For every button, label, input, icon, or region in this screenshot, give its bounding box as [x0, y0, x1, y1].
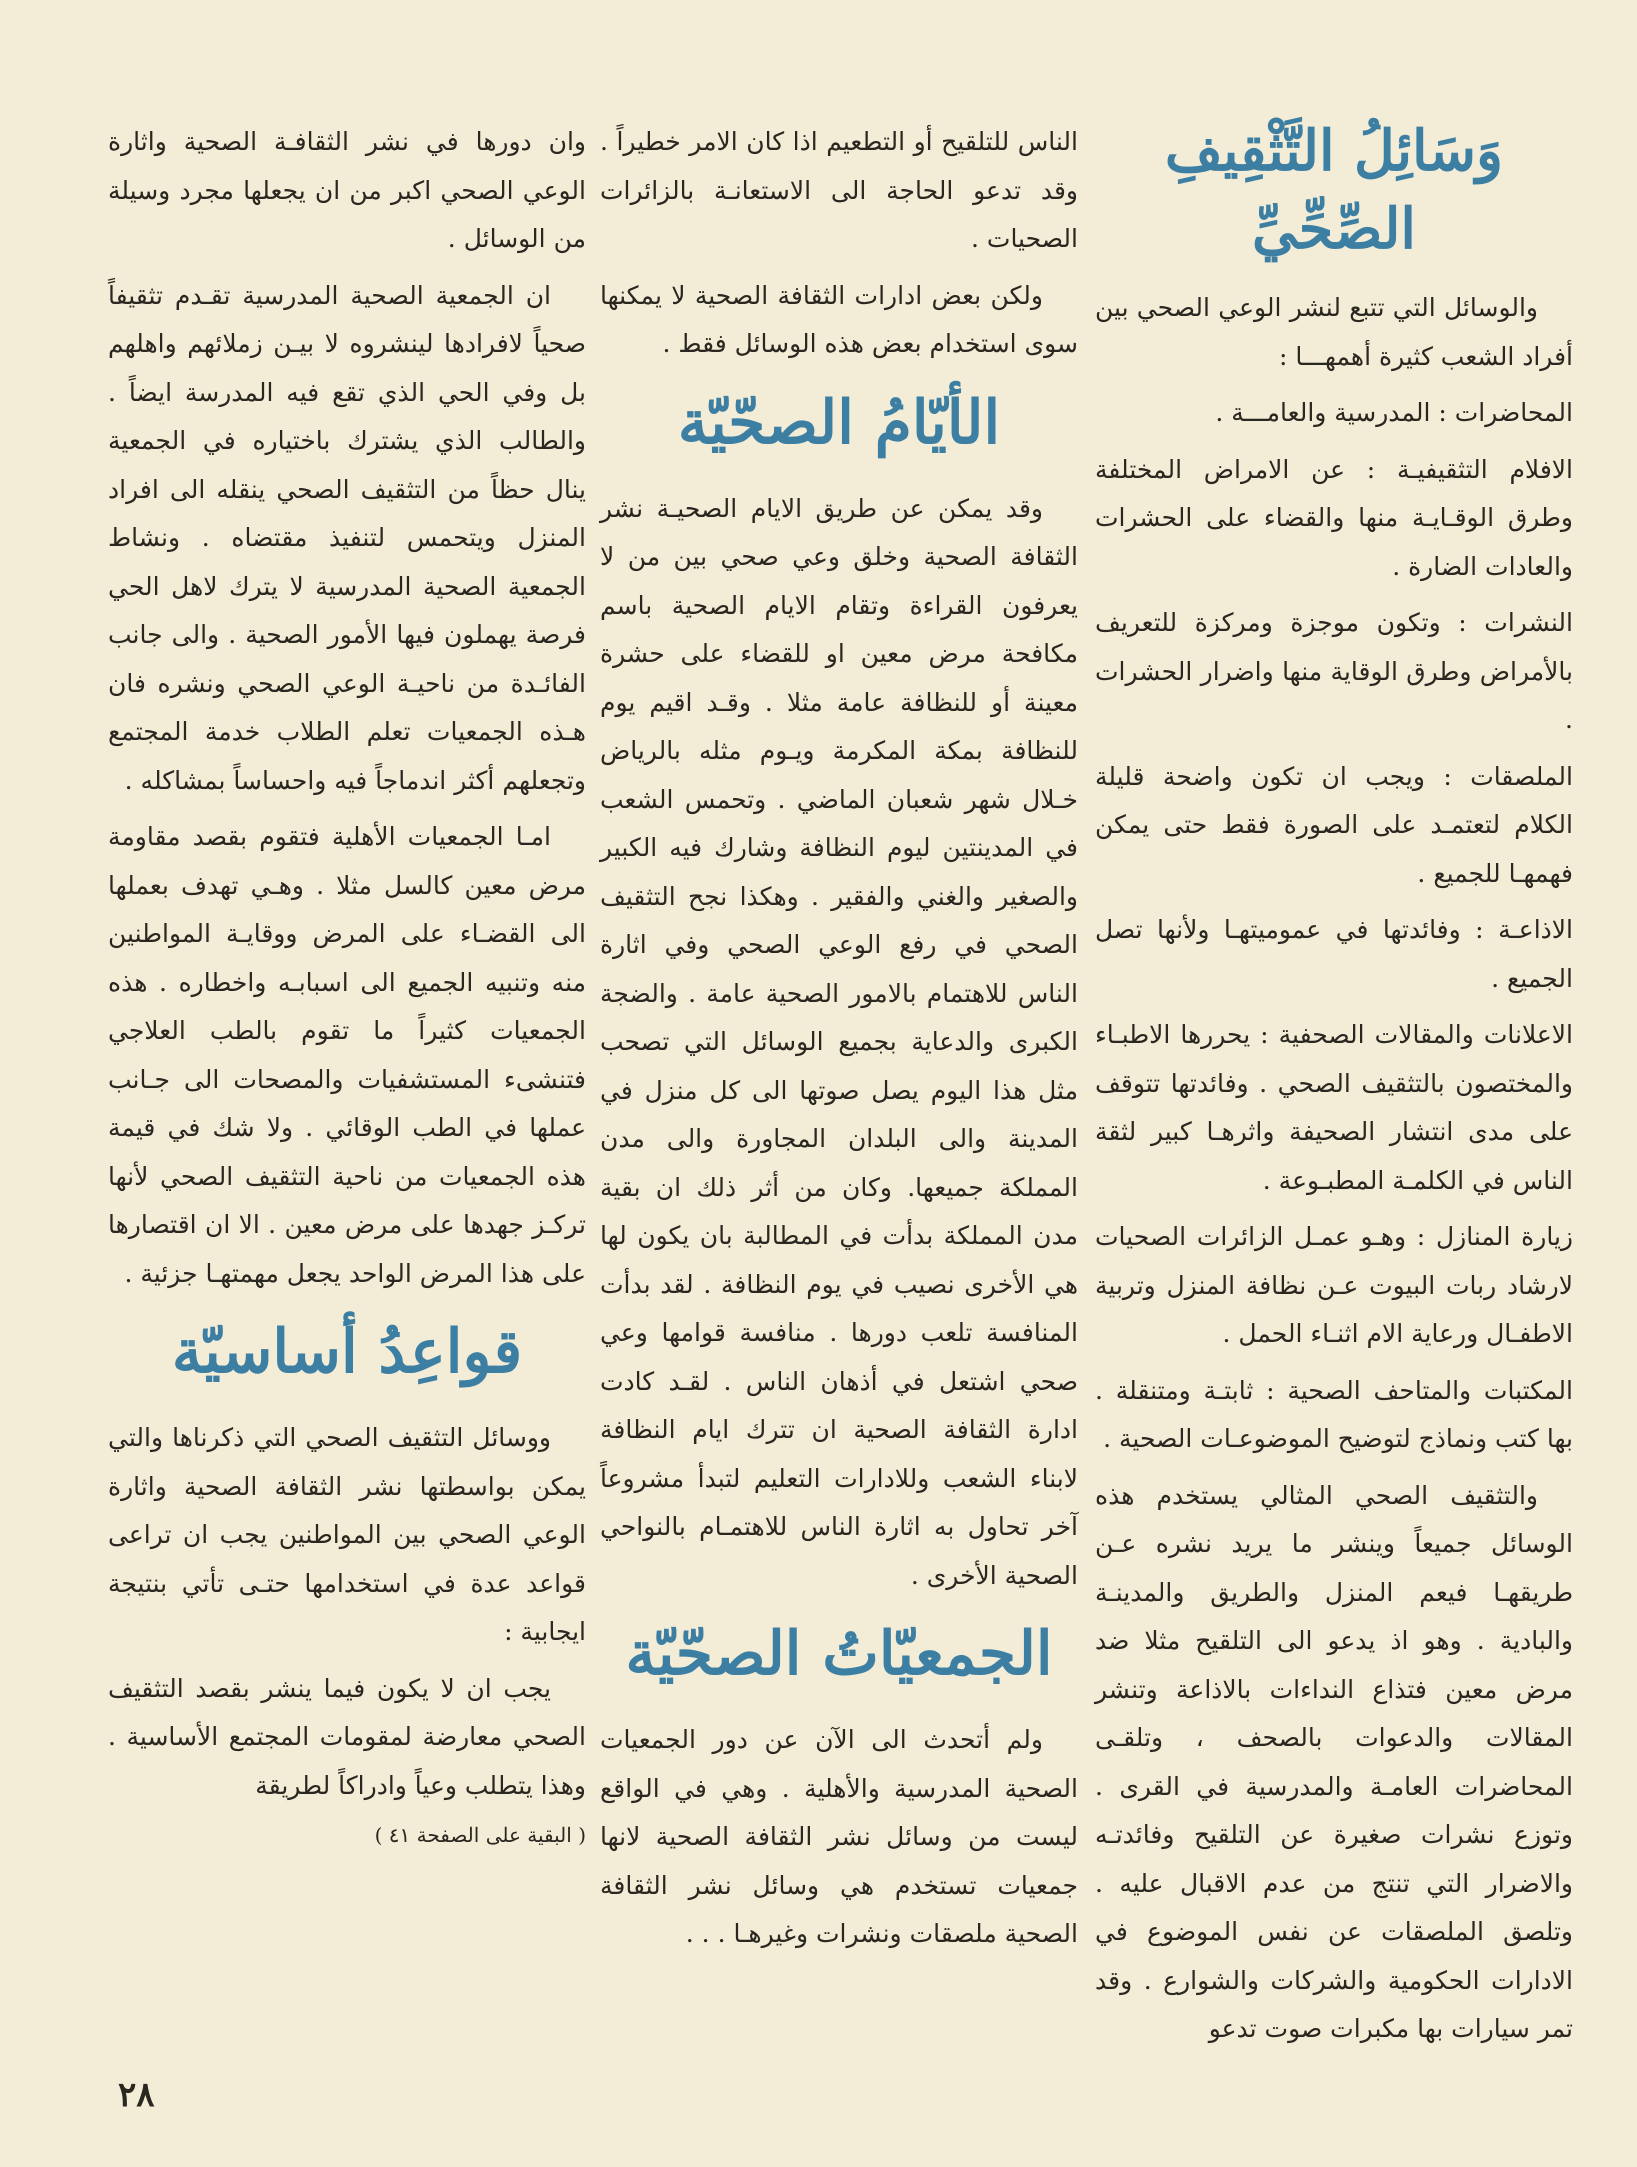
paragraph: والوسائل التي تتبع لنشر الوعي الصحي بين أفراد الشعب كثيرة أهمهـــا : — [1095, 293, 1573, 371]
paragraph: والتثقيف الصحي المثالي يستخدم هذه الوسائل جميعاً وينشر ما يريد نشره عـن طريقهـا فيعم المنزل والطريق والمدينـة والبادية . وهو اذ يدعو الى التلقيح مثلا ضد مرض معين فتذاع النداءات بالاذاعة وتنشر المقالات والدعوات بالصحف ، وتلقـى المحاضرات العامـة والمدرسية في القرى . وتوزع نشرات صغيرة عن التلقيح وفائدتـه والاضرار التي تنتج من عدم الاقبال عليه . وتلصق الملصقات عن نفس الموضوع في الادارات الحكومية والشركات والشوارع . وقد تمر سيارات بها مكبرات صوت تدعو — [1095, 1480, 1573, 2043]
continuation-note: ( البقية على الصفحة ٤١ ) — [374, 1823, 586, 1847]
page-number: ٢٨ — [118, 2075, 155, 2115]
paragraph: ان الجمعية الصحية المدرسية تقـدم تثقيفاً صحياً لافرادها لينشروه لا بيـن زملائهم واهلهم بل وفي الحي الذي تقع فيه المدرسة ايضاً . والطالب الذي يشترك باختياره في الجمعية ينال حظاً من التثقيف الصحي ينقله الى افراد المنزل ويتحمس لتنفيذ مقتضاه . ونشاط الجمعية الصحية المدرسية لا يترك لاهل الحي فرصة يهملون فيها الأمور الصحية . والى جانب الفائـدة من ناحيـة الوعي الصحي ونشره فان هـذه الجمعيات تعلم الطلاب خدمة المجتمع وتجعلهم أكثر اندماجاً فيه واحساساً بمشاكله . — [108, 280, 586, 795]
paragraph: وقد يمكن عن طريق الايام الصحيـة نشر الثقافة الصحية وخلق وعي صحي بين من لا يعرفون القراءة وتقام الايام الصحية باسم مكافحة مرض معين او للقضاء على حشرة معينة أو للنظافة عامة مثلا . وقـد اقيم يوم للنظافة بمكة المكرمة ويـوم مثله بالرياض خـلال شهر شعبان الماضي . وتحمس الشعب في المدينتين ليوم النظافة وشارك فيه الكبير والصغير والغني والفقير . وهكذا نجح التثقيف الصحي في رفع الوعي الصحي وفي اثارة الناس للاهتمام بالامور الصحية عامة . والضجة الكبرى والدعاية بجميع الوسائل التي تصحب مثل هذا اليوم يصل صوتها الى كل منزل في المدينة والى البلدان المجاورة والى مدن المملكة جميعها. وكان من أثر ذلك ان بقية مدن المملكة بدأت في المطالبة بان يكون لها هي الأخرى نصيب في يوم النظافة . لقد بدأت المنافسة تلعب دورها . منافسة قوامها وعي صحي اشتعل في أذهان الناس . لقـد كادت ادارة الثقافة الصحية ان تترك ايام النظافة لابناء الشعب وللادارات التعليم لتبدأ مشروعاً آخر تحاول به اثارة الناس للاهتمـام بالنواحي الصحية الأخرى . — [600, 493, 1078, 1590]
paragraph: ولم أتحدث الى الآن عن دور الجمعيات الصحية المدرسية والأهلية . وهي في الواقع ليست من وسائل نشر الثقافة الصحية لانها جمعيات تستخدم هي وسائل نشر الثقافة الصحية ملصقات ونشرات وغيرهـا . . . — [600, 1725, 1078, 1948]
heading-health-education-means: وَسَائِلُ التَّثْقِيفِ الصِّحِّيِّ — [1164, 118, 1504, 262]
paragraph: المحاضرات : المدرسية والعامـــة . — [1215, 398, 1573, 427]
heading-health-days: الأيّامُ الصحّيّة — [677, 387, 1001, 458]
paragraph: ولكن بعض ادارات الثقافة الصحية لا يمكنها سوى استخدام بعض هذه الوسائل فقط . — [600, 280, 1078, 358]
paragraph: ووسائل التثقيف الصحي التي ذكرناها والتي يمكن بواسطتها نشر الثقافة الصحية واثارة الوعي الصحي بين المواطنين يجب ان تراعى قواعد عدة في استخدامها حتـى تأتي بنتيجة ايجابية : — [108, 1423, 586, 1646]
heading-health-societies: الجمعيّاتُ الصحّيّة — [625, 1619, 1053, 1689]
column-middle — [600, 118, 1078, 1967]
paragraph: يجب ان لا يكون فيما ينشر بقصد التثقيف الصحي معارضة لمقومات المجتمع الأساسية . وهذا يتطلب وعياً وادراكاً لطريقة — [108, 1673, 586, 1800]
paragraph: وان دورها في نشر الثقافـة الصحية واثارة الوعي الصحي اكبر من ان يجعلها مجرد وسيلة من الوسائل . — [108, 127, 586, 253]
column-right — [1095, 112, 1573, 2062]
paragraph: الناس للتلقيح أو التطعيم اذا كان الامر خطيراً . وقد تدعو الحاجة الى الاستعانـة بالزائرات الصحيات . — [600, 127, 1078, 253]
paragraph: الاذاعـة : وفائدتها في عموميتهـا ولأنها تصل الجميع . — [1095, 915, 1573, 993]
column-left — [108, 118, 586, 1852]
paragraph: المكتبات والمتاحف الصحية : ثابتـة ومتنقلة . بها كتب ونماذج لتوضيح الموضوعـات الصحية . — [1095, 1375, 1573, 1453]
heading-basic-rules: قواعِدُ أساسيّة — [171, 1317, 523, 1387]
paragraph: الاعلانات والمقالات الصحفية : يحررها الاطبـاء والمختصون بالتثقيف الصحي . وفائدتها تتوقف على مدى انتشار الصحيفة واثرهـا كبير لثقة الناس في الكلمـة المطبـوعة . — [1095, 1020, 1573, 1195]
paragraph: النشرات : وتكون موجزة ومركزة للتعريف بالأمراض وطرق الوقاية منها واضرار الحشرات . — [1095, 608, 1573, 734]
paragraph: زيارة المنازل : وهـو عمـل الزائرات الصحيات لارشاد ربات البيوت عـن نظافة المنزل وتربية الاطفـال ورعاية الام اثنـاء الحمل . — [1095, 1222, 1573, 1348]
paragraph: الافلام التثقيفيـة : عن الامراض المختلفة وطرق الوقـايـة منها والقضاء على الحشرات والعادات الضارة . — [1095, 454, 1573, 581]
paragraph: الملصقات : ويجب ان تكون واضحة قليلة الكلام لتعتمـد على الصورة فقط حتى يمكن فهمهـا للجميع . — [1095, 761, 1573, 888]
paragraph: امـا الجمعيات الأهلية فتقوم بقصد مقاومة مرض معين كالسل مثلا . وهـي تهدف بعملها الى القضـاء على المرض ووقايـة المواطنين منه وتنبيه الجميع الى اسبابـه واخطاره . هذه الجمعيات كثيراً ما تقوم بالطب العلاجي فتنشىء المستشفيات والمصحات الى جـانب عملها في الطب الوقائي . ولا شك في قيمة هذه الجمعيات من ناحية التثقيف الصحي لأنها تركـز جهدها على مرض معين . الا ان اقتصارها على هذا المرض الواحد يجعل مهمتهـا جزئية . — [108, 822, 586, 1288]
